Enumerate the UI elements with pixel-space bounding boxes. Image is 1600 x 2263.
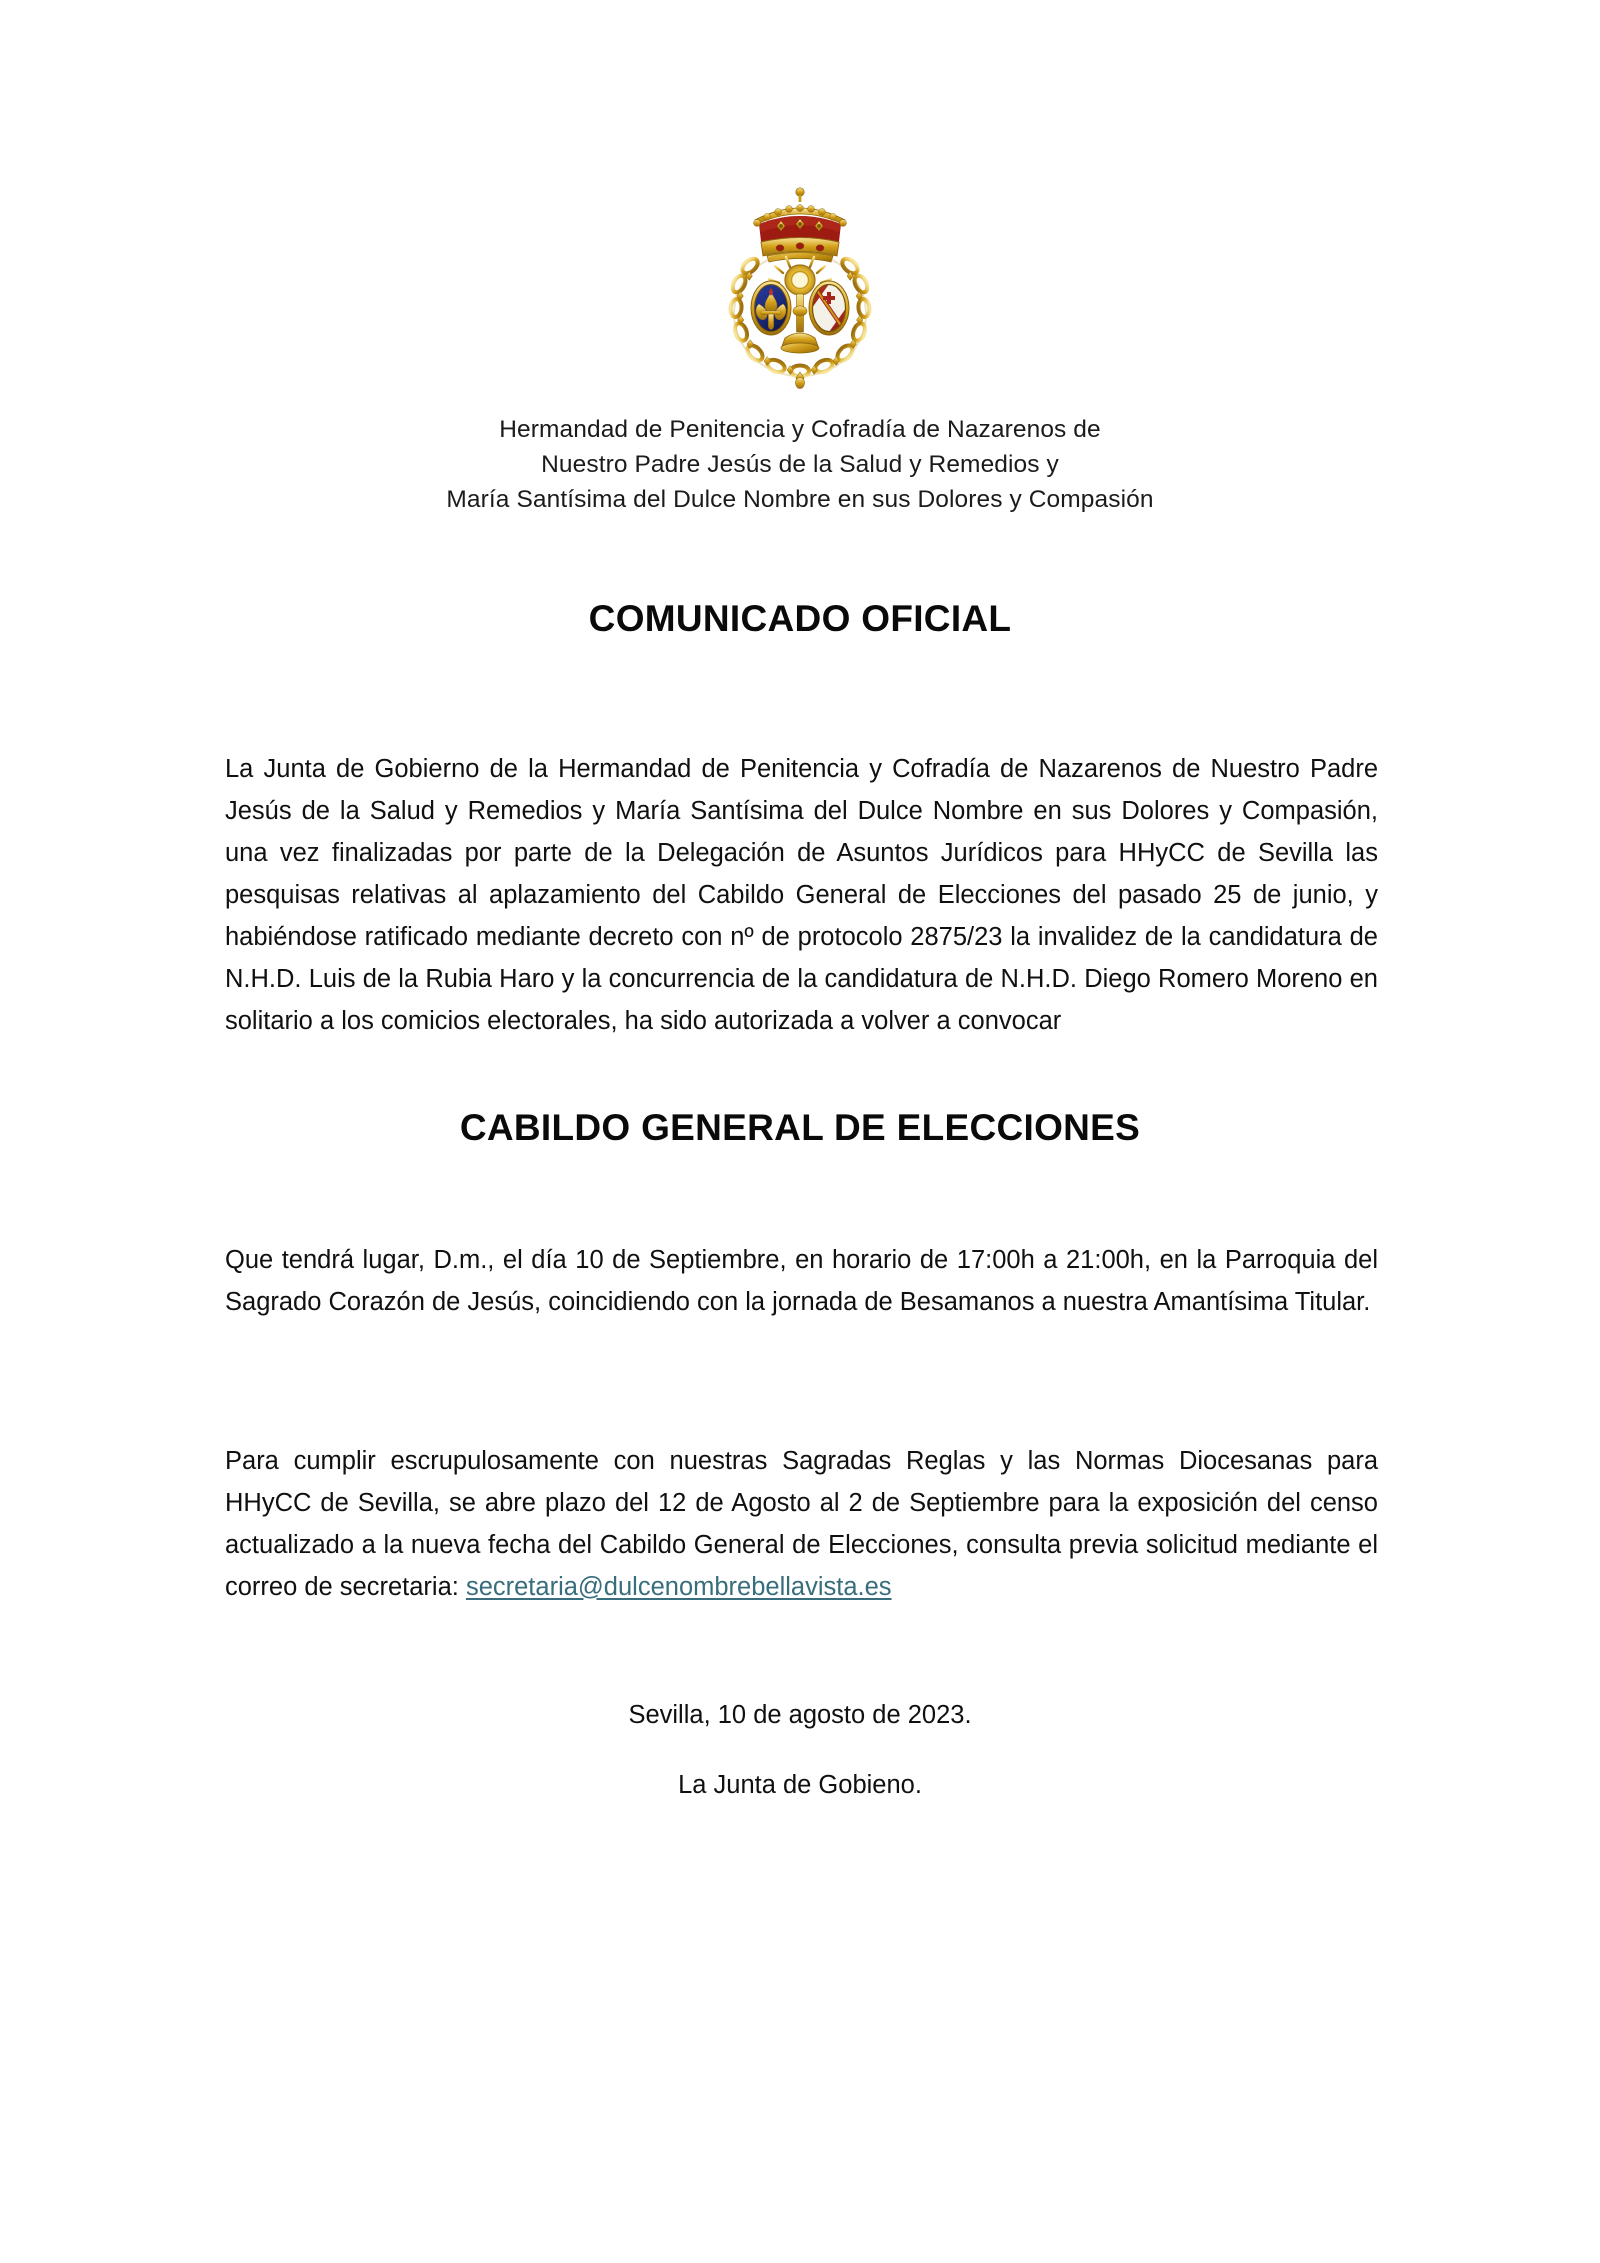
shield-cross-quartered	[809, 281, 849, 335]
hermandad-name-line-1: Hermandad de Penitencia y Cofradía de Nazarenos de	[499, 416, 1101, 443]
hermandad-name-line-2: Nuestro Padre Jesús de la Salud y Remedios y	[541, 451, 1059, 478]
paragraph-event-details: Que tendrá lugar, D.m., el día 10 de Septiembre, en horario de 17:00h a 21:00h, en la Parroquia del Sagrado Corazón de Jesús, coincidiendo con la jornada de Besamanos a nuestra Amantísima Titular.	[225, 1245, 1378, 1316]
hermandad-crest-icon	[685, 180, 915, 390]
hermandad-name-line-3: María Santísima del Dulce Nombre en sus Dolores y Compasión	[446, 486, 1154, 513]
section-title-cabildo: CABILDO GENERAL DE ELECCIONES	[459, 1106, 1141, 1148]
paragraph-preamble: La Junta de Gobierno de la Hermandad de Penitencia y Cofradía de Nazarenos de Nuestro Padre Jesús de la Salud y Remedios y María Santísima del Dulce Nombre en sus Dolores y Compasión, una vez finalizadas por parte de la Delegación de Asuntos Jurídicos para HHyCC de Sevilla las pesquisas relativas al aplazamiento del Cabildo General de Elecciones del pasado 25 de junio, y habiéndose ratificado mediante decreto con nº de protocolo 2875/23 la invalidez de la candidatura de N.H.D. Luis de la Rubia Haro y la concurrencia de la candidatura de N.H.D. Diego Romero Moreno en solitario a los comicios electorales, ha sido autorizada a volver a convocar	[225, 754, 1378, 1035]
closing-place-date: Sevilla, 10 de agosto de 2023.	[628, 1701, 972, 1729]
crest-container	[0, 180, 1600, 390]
royal-crown-icon	[754, 188, 847, 262]
closing-signature: La Junta de Gobieno.	[678, 1771, 922, 1799]
paragraph-census-text: Para cumplir escrupulosamente con nuestras Sagradas Reglas y las Normas Diocesanas para HHyCC de Sevilla, se abre plazo del 12 de Agosto al 2 de Septiembre para la exposición del censo actualizado a la nueva fecha del Cabildo General de Elecciones, consulta previa solicitud mediante el correo de secretaria:	[225, 1446, 1378, 1601]
page-title: COMUNICADO OFICIAL	[588, 597, 1012, 639]
secretaria-email-link[interactable]: secretaria@dulcenombrebellavista.es	[465, 1572, 892, 1601]
paragraph-census-period	[225, 1440, 1378, 1608]
shield-fleur-de-lis	[751, 281, 791, 335]
hermandad-name-header	[0, 412, 1600, 517]
